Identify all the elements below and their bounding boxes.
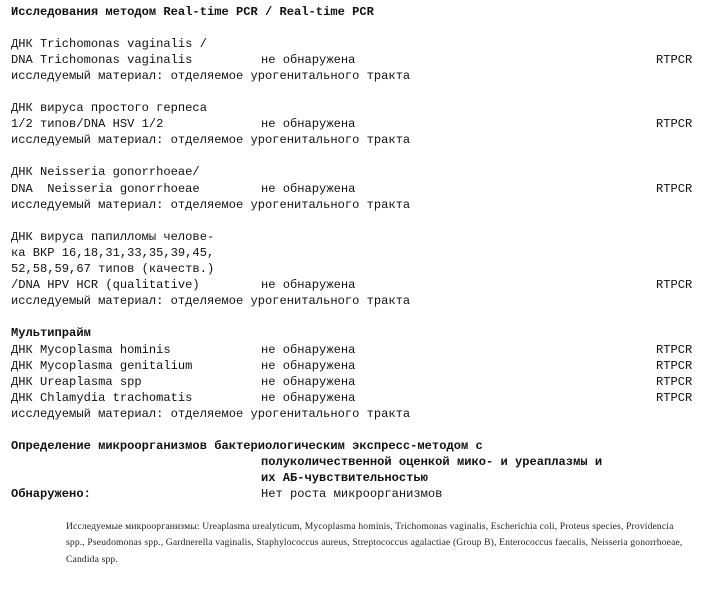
test-name-line: DNA Trichomonas vaginalis	[11, 53, 193, 67]
test-material: исследуемый материал: отделяемое урогенитального тракта	[11, 294, 411, 308]
section-title-multiprime: Мультипрайм	[11, 326, 91, 340]
test-name-line: ДНК вируса простого герпеса	[11, 101, 207, 115]
multiprime-result: не обнаружена	[261, 343, 356, 357]
multiprime-result: не обнаружена	[261, 391, 356, 405]
test-method: RTPCR	[656, 117, 693, 131]
test-name-line: ДНК Neisseria gonorrhoeae/	[11, 165, 200, 179]
test-name-line: ДНК вируса папилломы челове-	[11, 230, 215, 244]
footnote: Исследуемые микроорганизмы: Ureaplasma urealyticum, Mycoplasma hominis, Trichomonas vaginalis, Escherichia coli, Proteus species, Providencia spp., Pseudomonas spp., Gardnerella vaginalis, Staphylococcus aureus, Streptococcus agalactiae (Group B), Enterococcus faecalis, Neisseria gonorrhoeae, Candida spp.	[66, 521, 683, 565]
bacterio-title: полуколичественной оценкой мико- и уреаплазмы и	[261, 455, 603, 469]
test-name-line: 1/2 типов/DNA HSV 1/2	[11, 117, 164, 131]
multiprime-name: ДНК Chlamydia trachomatis	[11, 391, 193, 405]
test-method: RTPCR	[656, 278, 693, 292]
bacterio-title: их АБ-чувствительностью	[261, 471, 428, 485]
test-name-line: DNA Neisseria gonorrhoeae	[11, 182, 200, 196]
test-method: RTPCR	[656, 53, 693, 67]
multiprime-method: RTPCR	[656, 343, 693, 357]
multiprime-material: исследуемый материал: отделяемое урогенитального тракта	[11, 407, 411, 421]
multiprime-result: не обнаружена	[261, 359, 356, 373]
test-result: не обнаружена	[261, 53, 356, 67]
multiprime-method: RTPCR	[656, 375, 693, 389]
section-title-pcr: Исследования методом Real-time PCR / Real-time PCR	[11, 5, 374, 19]
found-value: Нет роста микроорганизмов	[261, 487, 443, 501]
test-name-line: ДНК Trichomonas vaginalis /	[11, 37, 207, 51]
multiprime-name: ДНК Mycoplasma genitalium	[11, 359, 193, 373]
multiprime-method: RTPCR	[656, 359, 693, 373]
multiprime-name: ДНК Ureaplasma spp	[11, 375, 142, 389]
test-material: исследуемый материал: отделяемое урогенитального тракта	[11, 69, 411, 83]
multiprime-name: ДНК Mycoplasma hominis	[11, 343, 171, 357]
test-result: не обнаружена	[261, 278, 356, 292]
bacterio-title: Определение микроорганизмов бактериологическим экспресс-методом с	[11, 439, 483, 453]
test-material: исследуемый материал: отделяемое урогенитального тракта	[11, 198, 411, 212]
found-label: Обнаружено:	[11, 487, 91, 501]
multiprime-result: не обнаружена	[261, 375, 356, 389]
test-result: не обнаружена	[261, 182, 356, 196]
test-name-line: 52,58,59,67 типов (качеств.)	[11, 262, 215, 276]
test-name-line: /DNA HPV HCR (qualitative)	[11, 278, 200, 292]
test-material: исследуемый материал: отделяемое урогенитального тракта	[11, 133, 411, 147]
test-method: RTPCR	[656, 182, 693, 196]
test-name-line: ка ВКР 16,18,31,33,35,39,45,	[11, 246, 215, 260]
test-result: не обнаружена	[261, 117, 356, 131]
multiprime-method: RTPCR	[656, 391, 693, 405]
